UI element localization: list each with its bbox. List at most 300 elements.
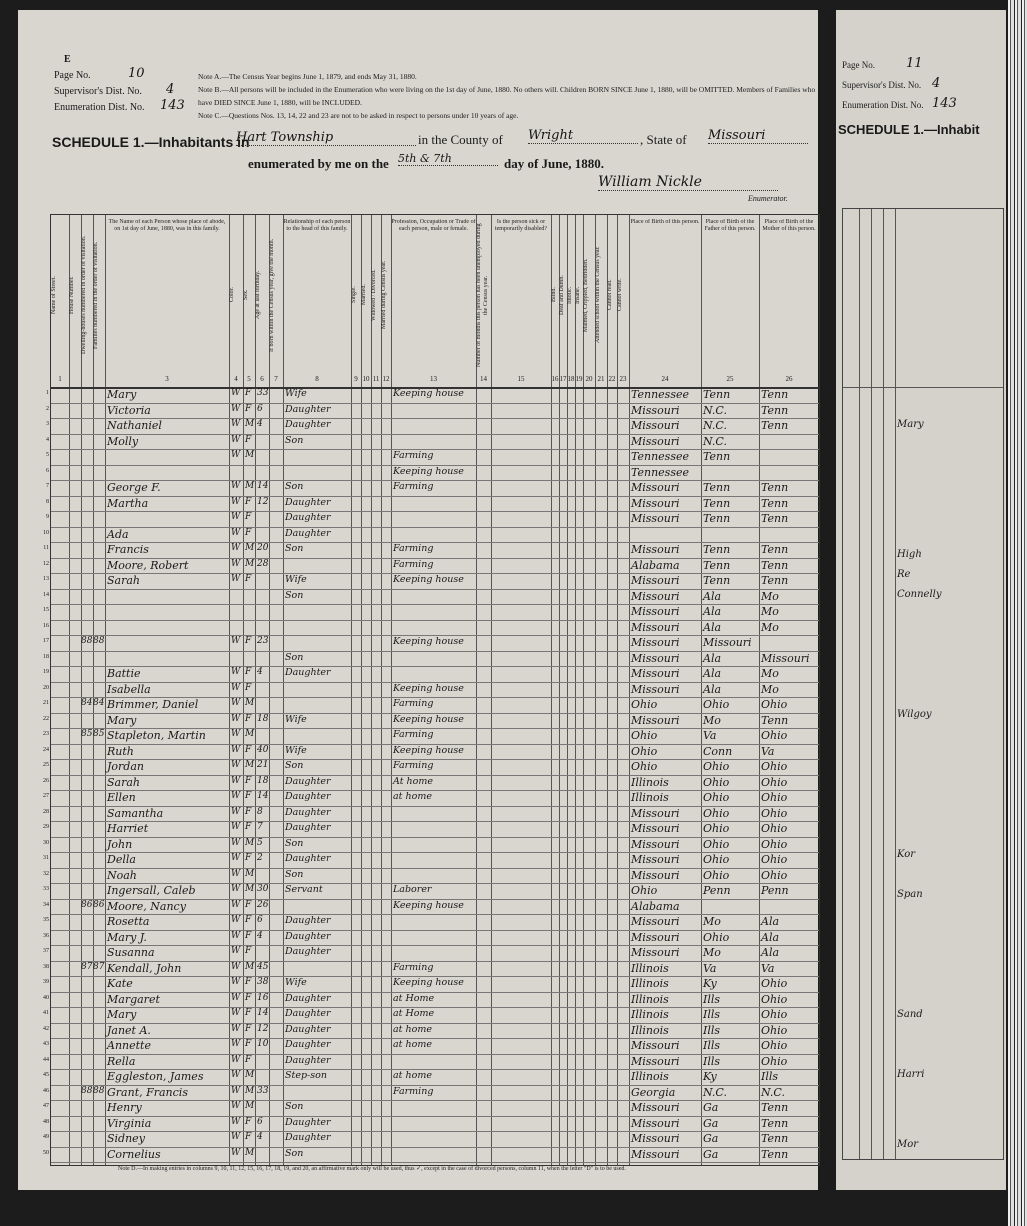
cell-mother: Ohio bbox=[761, 698, 788, 711]
cell-father: Mo bbox=[703, 915, 721, 928]
cell-sex: F bbox=[245, 744, 252, 755]
table-row bbox=[43, 1131, 819, 1148]
cell-rel: Son bbox=[285, 868, 304, 880]
cell-rel: Daughter bbox=[285, 946, 331, 957]
column-number: 9 bbox=[354, 375, 358, 383]
cell-color: W bbox=[231, 1116, 241, 1127]
cell-fam: 88 bbox=[93, 636, 105, 646]
cell-sex: M bbox=[245, 961, 255, 972]
table-row bbox=[43, 573, 819, 590]
cell-age: 33 bbox=[257, 388, 269, 398]
cell-birth: Missouri bbox=[631, 620, 680, 634]
cell-birth: Tennessee bbox=[631, 450, 689, 463]
cell-mother: Missouri bbox=[761, 651, 810, 665]
cell-name: Victoria bbox=[107, 403, 151, 417]
cell-sex: F bbox=[245, 1054, 252, 1065]
cell-color: W bbox=[231, 450, 241, 460]
column-header: Color. bbox=[229, 287, 235, 303]
cell-name: Rosetta bbox=[107, 915, 150, 928]
cell-sex: F bbox=[245, 1008, 252, 1018]
cell-occ: At home bbox=[393, 775, 433, 787]
cell-color: W bbox=[231, 946, 241, 956]
cell-father: N.C. bbox=[703, 419, 727, 432]
cell-occ: Keeping house bbox=[393, 977, 464, 988]
table-row bbox=[43, 651, 819, 668]
day-label: day of June, 1880. bbox=[504, 156, 605, 171]
cell-mother: Tenn bbox=[761, 419, 789, 432]
cell-age: 4 bbox=[257, 419, 263, 429]
cell-mother: Ohio bbox=[761, 853, 788, 866]
cell-sex: M bbox=[245, 1070, 255, 1080]
census-notes bbox=[198, 70, 818, 122]
cell-name: Ada bbox=[107, 527, 129, 541]
column-header: Place of Birth of this person. bbox=[630, 219, 700, 225]
note-a: Note A.—The Census Year begins June 1, 1879, and ends May 31, 1880. bbox=[198, 72, 417, 81]
column-header: Single. bbox=[351, 286, 357, 304]
column-rule bbox=[871, 209, 872, 1159]
table-row bbox=[43, 899, 819, 916]
cell-birth: Missouri bbox=[631, 930, 680, 944]
cell-name: Annette bbox=[107, 1039, 151, 1052]
cell-sex: M bbox=[245, 729, 255, 739]
table-row bbox=[43, 713, 819, 730]
row-number: 14 bbox=[43, 591, 49, 598]
cell-occ: at Home bbox=[393, 1008, 435, 1019]
supervisor-value: 4 bbox=[166, 82, 175, 97]
row-number: 1 bbox=[46, 390, 49, 396]
column-header: If born within the Census year, give the month. bbox=[269, 238, 275, 352]
cell-sex: F bbox=[245, 1132, 252, 1142]
cell-occ: at home bbox=[393, 1070, 432, 1081]
cell-color: W bbox=[231, 806, 241, 817]
cell-color: W bbox=[231, 543, 241, 553]
row-number: 42 bbox=[43, 1025, 49, 1032]
column-number: 12 bbox=[382, 375, 390, 383]
cell-birth: Alabama bbox=[631, 899, 680, 913]
cell-birth: Illinois bbox=[631, 1008, 669, 1021]
row-number: 38 bbox=[43, 963, 49, 970]
enumerated-day: 5th & 7th bbox=[398, 152, 498, 166]
cell-sex: F bbox=[245, 977, 252, 987]
cell-mother: Ala bbox=[761, 915, 780, 928]
column-header: Deaf and Dumb. bbox=[559, 275, 565, 315]
cell-birth: Illinois bbox=[631, 1023, 669, 1037]
column-number: 11 bbox=[372, 375, 380, 383]
census-table bbox=[43, 214, 820, 1166]
cell-rel: Daughter bbox=[285, 1008, 331, 1019]
cell-color: W bbox=[231, 1054, 241, 1065]
cell-mother: Tenn bbox=[761, 574, 789, 587]
row-number: 27 bbox=[43, 793, 49, 799]
cell-occ: Farming bbox=[393, 1085, 434, 1097]
p2-entry: Harri bbox=[897, 1069, 925, 1080]
cell-mother: Mo bbox=[761, 667, 779, 680]
row-number: 13 bbox=[43, 576, 49, 582]
cell-age: 2 bbox=[257, 853, 263, 863]
column-number: 5 bbox=[247, 375, 251, 383]
schedule-label: SCHEDULE 1.—Inhabitants in bbox=[52, 134, 250, 150]
cell-father: Ala bbox=[703, 589, 722, 603]
p2-entry: High bbox=[897, 549, 922, 560]
row-number: 18 bbox=[43, 653, 49, 660]
cell-father: Ala bbox=[703, 620, 722, 634]
cell-rel: Daughter bbox=[285, 527, 331, 539]
enumeration-label: Enumeration Dist. No. bbox=[54, 102, 145, 113]
column-header: Widowed / Divorced. bbox=[371, 269, 377, 321]
column-number: 6 bbox=[260, 375, 264, 383]
enumerator-signature: William Nickle bbox=[598, 174, 778, 191]
cell-name: Martha bbox=[107, 496, 149, 510]
table-row bbox=[46, 434, 819, 451]
cell-rel: Daughter bbox=[285, 512, 331, 523]
cell-sex: M bbox=[245, 760, 255, 770]
cell-father: Tenn bbox=[703, 574, 731, 587]
cell-father: Tenn bbox=[703, 558, 731, 572]
cell-dw: 85 bbox=[81, 729, 93, 739]
cell-name: Kate bbox=[107, 977, 133, 990]
cell-color: W bbox=[231, 713, 241, 724]
cell-dw: 84 bbox=[81, 698, 93, 708]
column-header: Number of months this person has been unemployed during the Census year. bbox=[476, 223, 489, 367]
cell-age: 21 bbox=[257, 760, 269, 770]
table-row bbox=[43, 945, 819, 962]
cell-sex: F bbox=[245, 1023, 252, 1034]
cell-sex: F bbox=[245, 946, 252, 956]
column-number: 22 bbox=[608, 375, 616, 383]
cell-birth: Illinois bbox=[631, 961, 669, 975]
cell-mother: Ohio bbox=[761, 1008, 788, 1021]
cell-sex: F bbox=[245, 791, 252, 801]
cell-rel: Wife bbox=[285, 713, 307, 725]
cell-birth: Missouri bbox=[631, 1054, 680, 1068]
cell-rel: Daughter bbox=[285, 496, 331, 508]
cell-rel: Daughter bbox=[285, 775, 331, 787]
cell-color: W bbox=[231, 992, 241, 1003]
cell-name: Nathaniel bbox=[107, 419, 162, 432]
cell-age: 40 bbox=[257, 744, 269, 755]
table-row bbox=[43, 821, 819, 838]
cell-father: Ohio bbox=[703, 868, 730, 882]
cell-mother: Ohio bbox=[761, 775, 788, 789]
cell-birth: Missouri bbox=[631, 806, 680, 820]
note-b: Note B.—All persons will be included in the Enumeration who were living on the 1st day of June, 1880. No others will. Children BORN SINCE June 1, 1880, will be OMITTED. Members of Families who have DIED SINCE June 1, 1880, will be INCLUDED. bbox=[198, 85, 816, 107]
cell-birth: Missouri bbox=[631, 512, 680, 525]
cell-occ: at home bbox=[393, 1039, 432, 1050]
cell-sex: F bbox=[245, 775, 252, 786]
cell-birth: Ohio bbox=[631, 698, 658, 711]
cell-mother: Mo bbox=[761, 605, 779, 618]
cell-age: 16 bbox=[257, 992, 269, 1003]
cell-color: W bbox=[231, 403, 241, 414]
row-number: 43 bbox=[43, 1041, 49, 1047]
cell-name: Rella bbox=[107, 1054, 136, 1068]
cell-birth: Missouri bbox=[631, 419, 680, 432]
cell-age: 4 bbox=[257, 930, 263, 941]
cell-sex: F bbox=[245, 915, 252, 925]
cell-mother: Ohio bbox=[761, 837, 788, 851]
column-number: 14 bbox=[480, 375, 487, 383]
cell-dw: 87 bbox=[81, 961, 93, 972]
cell-age: 4 bbox=[257, 1132, 263, 1142]
header-rule bbox=[843, 387, 1003, 388]
row-number: 2 bbox=[46, 405, 49, 412]
cell-occ: Keeping house bbox=[393, 636, 464, 647]
p2-entry: Sand bbox=[897, 1009, 923, 1020]
cell-mother: Tenn bbox=[761, 496, 789, 510]
cell-color: W bbox=[231, 1023, 241, 1034]
cell-age: 4 bbox=[257, 667, 263, 677]
cell-birth: Tennessee bbox=[631, 388, 689, 401]
cell-mother: Ohio bbox=[761, 806, 788, 820]
cell-name: Ellen bbox=[107, 791, 136, 804]
cell-rel: Daughter bbox=[285, 791, 331, 802]
cell-name: Noah bbox=[107, 868, 137, 882]
cell-birth: Missouri bbox=[631, 667, 680, 680]
column-rule bbox=[859, 209, 860, 1159]
p2-entry: Mary bbox=[897, 419, 924, 430]
row-number: 23 bbox=[43, 731, 49, 737]
cell-occ: Farming bbox=[393, 450, 434, 461]
table-row bbox=[43, 620, 819, 637]
cell-rel: Son bbox=[285, 1101, 304, 1112]
cell-mother: Va bbox=[761, 744, 775, 758]
cell-age: 18 bbox=[257, 713, 269, 724]
enumerated-label: enumerated by me on the bbox=[248, 156, 389, 171]
cell-name: Margaret bbox=[107, 992, 160, 1006]
cell-color: W bbox=[231, 1008, 241, 1018]
cell-sex: F bbox=[245, 403, 252, 414]
cell-father: Ohio bbox=[703, 775, 730, 789]
p2-entry: Mor bbox=[897, 1139, 919, 1150]
cell-birth: Illinois bbox=[631, 977, 669, 990]
table-row bbox=[46, 496, 819, 513]
cell-mother: Mo bbox=[761, 620, 779, 634]
cell-occ: Farming bbox=[393, 729, 434, 740]
cell-mother: Ohio bbox=[761, 977, 788, 990]
cell-name: Samantha bbox=[107, 806, 164, 820]
column-header: House Number. bbox=[69, 276, 75, 314]
table-row bbox=[43, 1116, 819, 1133]
cell-mother: Ills bbox=[761, 1070, 779, 1083]
row-number: 48 bbox=[43, 1118, 49, 1125]
cell-color: W bbox=[231, 744, 241, 755]
supervisor-label: Supervisor's Dist. No. bbox=[54, 86, 142, 97]
cell-birth: Missouri bbox=[631, 481, 680, 494]
column-rule bbox=[883, 209, 884, 1159]
cell-name: Ruth bbox=[107, 744, 134, 758]
row-number: 49 bbox=[43, 1134, 49, 1140]
cell-color: W bbox=[231, 791, 241, 801]
cell-rel: Son bbox=[285, 1147, 304, 1159]
cell-occ: Farming bbox=[393, 760, 434, 771]
cell-birth: Missouri bbox=[631, 636, 680, 649]
column-header: Cannot write. bbox=[617, 278, 623, 312]
cell-birth: Missouri bbox=[631, 837, 680, 851]
p2-enumeration: 143 bbox=[932, 96, 957, 111]
cell-mother: Ohio bbox=[761, 1054, 788, 1068]
cell-sex: F bbox=[245, 512, 252, 522]
cell-color: W bbox=[231, 853, 241, 863]
cell-name: Mary bbox=[107, 388, 137, 401]
cell-fam: 87 bbox=[93, 961, 105, 972]
cell-rel: Wife bbox=[285, 388, 307, 399]
cell-birth: Ohio bbox=[631, 729, 658, 742]
row-number: 30 bbox=[43, 839, 49, 846]
row-number: 32 bbox=[43, 870, 49, 877]
cell-name: Sidney bbox=[107, 1132, 145, 1145]
cell-age: 28 bbox=[257, 558, 269, 569]
column-header: Place of Birth of the Mother of this person. bbox=[762, 219, 816, 232]
column-number: 1 bbox=[58, 375, 62, 383]
cell-age: 10 bbox=[257, 1039, 269, 1049]
cell-father: Va bbox=[703, 729, 717, 742]
table-row bbox=[43, 883, 819, 900]
cell-rel: Daughter bbox=[285, 915, 331, 926]
cell-birth: Missouri bbox=[631, 1101, 680, 1114]
p2-entry: Wilgoy bbox=[897, 709, 932, 720]
table-row bbox=[43, 1147, 819, 1164]
cell-rel: Son bbox=[285, 543, 304, 554]
row-number: 26 bbox=[43, 777, 49, 784]
cell-mother: Ohio bbox=[761, 791, 788, 804]
cell-rel: Daughter bbox=[285, 992, 331, 1004]
cell-mother: Mo bbox=[761, 589, 779, 603]
cell-name: Brimmer, Daniel bbox=[107, 698, 199, 711]
cell-rel: Son bbox=[285, 481, 304, 492]
row-number: 29 bbox=[43, 824, 49, 830]
row-number: 28 bbox=[43, 808, 49, 815]
adjacent-page bbox=[836, 10, 1006, 1190]
cell-age: 14 bbox=[257, 791, 269, 801]
cell-birth: Ohio bbox=[631, 760, 658, 773]
cell-birth: Missouri bbox=[631, 1132, 680, 1145]
cell-color: W bbox=[231, 775, 241, 786]
cell-father: Ills bbox=[703, 1039, 721, 1052]
enumeration-value: 143 bbox=[160, 98, 185, 113]
cell-birth: Missouri bbox=[631, 651, 680, 665]
cell-color: W bbox=[231, 1147, 241, 1158]
table-row bbox=[43, 558, 819, 575]
cell-sex: F bbox=[245, 992, 252, 1003]
cell-father: Ills bbox=[703, 1054, 721, 1068]
cell-sex: F bbox=[245, 527, 252, 538]
cell-mother: Tenn bbox=[761, 512, 789, 525]
column-number: 18 bbox=[567, 375, 575, 383]
cell-sex: F bbox=[245, 1039, 252, 1049]
p2-entry: Kor bbox=[897, 849, 916, 860]
cell-age: 8 bbox=[257, 806, 263, 817]
row-number: 4 bbox=[46, 436, 49, 443]
row-number: 17 bbox=[43, 638, 49, 644]
cell-color: W bbox=[231, 760, 241, 770]
column-number: 21 bbox=[597, 375, 605, 383]
cell-rel: Wife bbox=[285, 977, 307, 988]
cell-father: Mo bbox=[703, 946, 721, 959]
cell-age: 12 bbox=[257, 1023, 269, 1034]
cell-mother: Tenn bbox=[761, 1101, 789, 1114]
cell-sex: F bbox=[245, 853, 252, 863]
cell-sex: M bbox=[245, 837, 255, 848]
table-row bbox=[43, 806, 819, 823]
cell-father: Ills bbox=[703, 1023, 721, 1037]
table-row bbox=[43, 604, 819, 621]
cell-father: Ala bbox=[703, 682, 722, 696]
column-number: 20 bbox=[585, 375, 593, 383]
cell-occ: Farming bbox=[393, 543, 434, 554]
cell-mother: Tenn bbox=[761, 558, 789, 572]
cell-name: Francis bbox=[107, 543, 149, 556]
cell-birth: Illinois bbox=[631, 992, 669, 1006]
cell-mother: Ohio bbox=[761, 1039, 788, 1052]
column-header: Families numbered in the order of visitation. bbox=[93, 241, 99, 349]
cell-sex: F bbox=[245, 388, 252, 398]
column-number: 16 bbox=[551, 375, 559, 383]
cell-age: 45 bbox=[257, 961, 269, 972]
row-number: 50 bbox=[43, 1149, 49, 1156]
row-number: 36 bbox=[43, 932, 49, 939]
table-row bbox=[43, 852, 819, 869]
table-row bbox=[43, 589, 819, 606]
table-row bbox=[43, 976, 819, 993]
p2-entry: Re bbox=[897, 569, 911, 580]
township-value: Hart Township bbox=[236, 130, 416, 146]
cell-father: Ky bbox=[703, 977, 717, 990]
p2-enumeration-label: Enumeration Dist. No. bbox=[842, 100, 924, 110]
cell-birth: Ohio bbox=[631, 884, 658, 897]
cell-birth: Illinois bbox=[631, 775, 669, 789]
cell-color: W bbox=[231, 915, 241, 925]
cell-father: Ga bbox=[703, 1101, 719, 1114]
table-row bbox=[43, 961, 819, 978]
cell-color: W bbox=[231, 419, 241, 429]
cell-mother: Ohio bbox=[761, 822, 788, 835]
cell-color: W bbox=[231, 1085, 241, 1096]
cell-mother: Tenn bbox=[761, 388, 789, 401]
cell-color: W bbox=[231, 698, 241, 708]
cell-age: 23 bbox=[257, 636, 269, 646]
row-number: 22 bbox=[43, 715, 49, 722]
cell-father: Ky bbox=[703, 1070, 717, 1083]
column-number: 24 bbox=[661, 375, 669, 383]
cell-father: Tenn bbox=[703, 512, 731, 525]
table-row bbox=[43, 666, 819, 683]
cell-father: Tenn bbox=[703, 450, 731, 463]
cell-rel: Daughter bbox=[285, 1054, 331, 1066]
column-number: 10 bbox=[362, 375, 370, 383]
cell-mother: Mo bbox=[761, 682, 779, 696]
cell-sex: M bbox=[245, 1085, 255, 1096]
cell-color: W bbox=[231, 1101, 241, 1111]
cell-father: Ohio bbox=[703, 822, 730, 835]
cell-sex: F bbox=[245, 930, 252, 941]
cell-occ: Keeping house bbox=[393, 574, 464, 585]
table-row bbox=[43, 1100, 819, 1117]
cell-father: Penn bbox=[703, 884, 731, 897]
cell-father: Ohio bbox=[703, 791, 730, 804]
cell-age: 6 bbox=[257, 403, 263, 414]
table-row bbox=[43, 868, 819, 885]
row-number: 7 bbox=[46, 483, 49, 489]
cell-name: Eggleston, James bbox=[107, 1070, 204, 1083]
cell-occ: Laborer bbox=[393, 884, 432, 895]
row-number: 6 bbox=[46, 467, 49, 474]
cell-sex: M bbox=[245, 884, 255, 894]
cell-name: George F. bbox=[107, 481, 161, 494]
row-number: 33 bbox=[43, 886, 49, 892]
cell-name: Sarah bbox=[107, 775, 140, 789]
cell-father: Va bbox=[703, 961, 717, 975]
note-c: Note C.—Questions Nos. 13, 14, 22 and 23 are not to be asked in respect to persons under 10 years of age. bbox=[198, 111, 519, 120]
